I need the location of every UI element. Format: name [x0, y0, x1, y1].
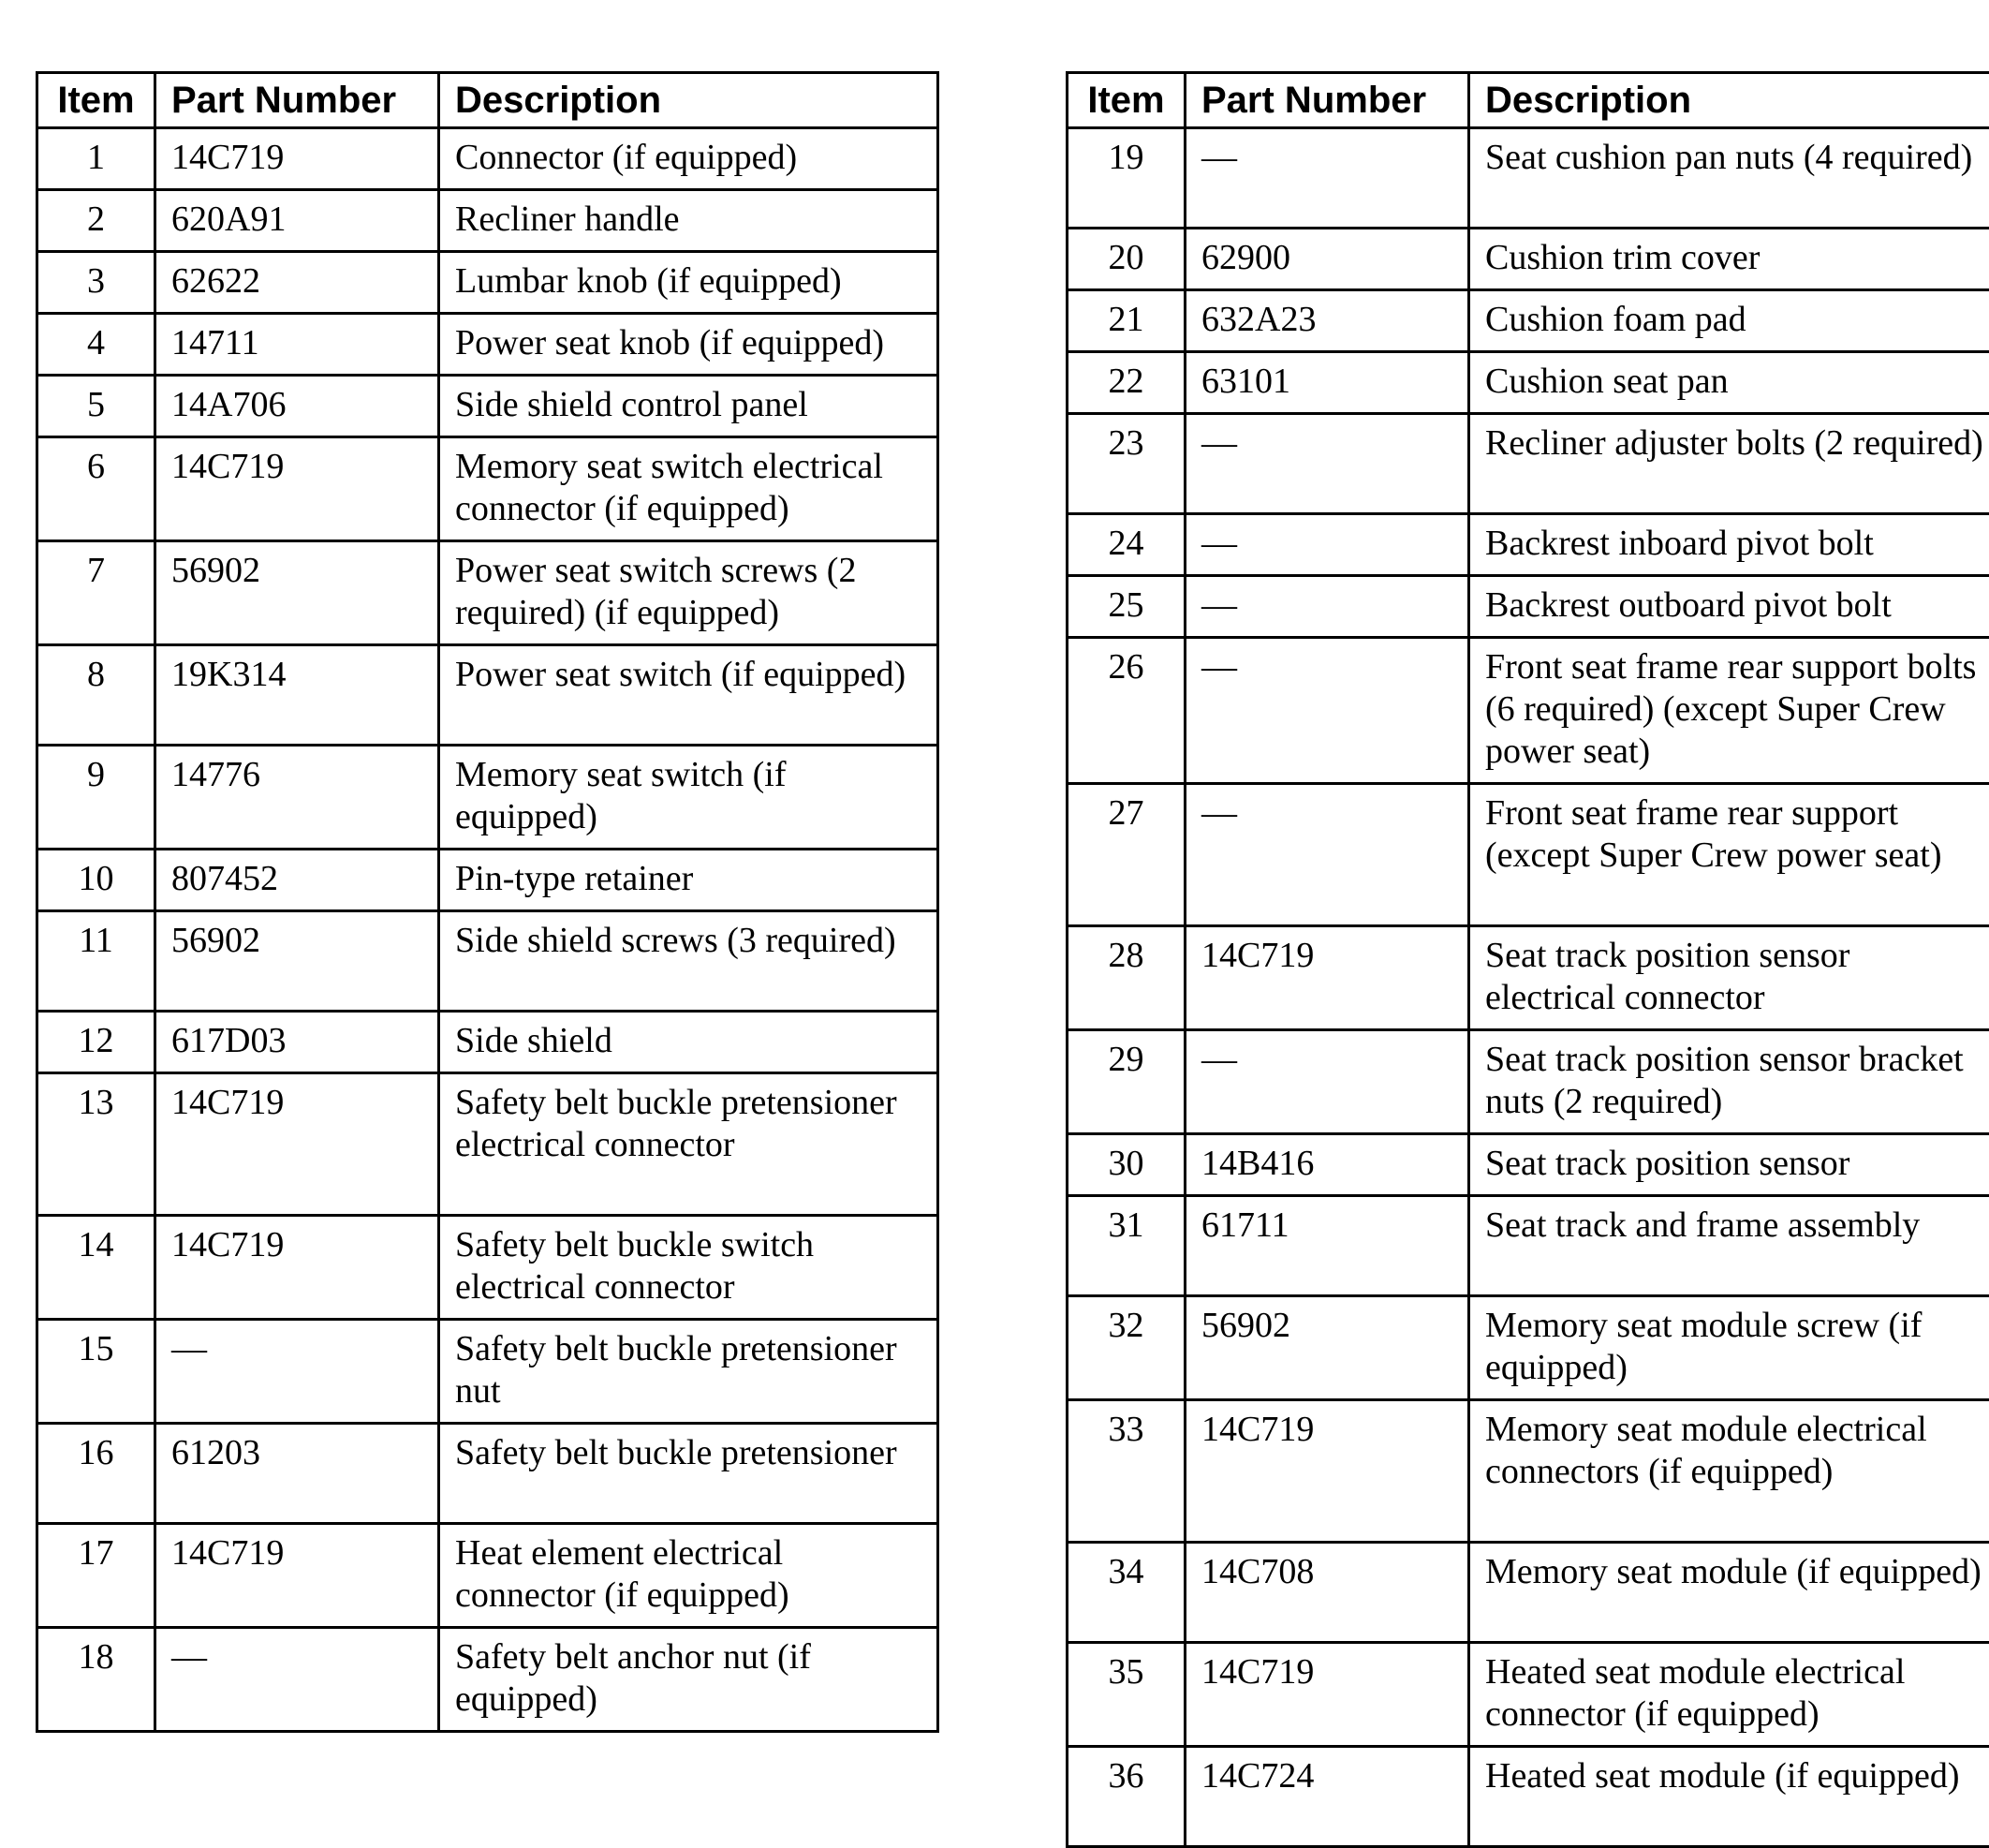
part-number-cell: 19K314: [155, 645, 439, 746]
table-row: [37, 1628, 938, 1732]
description-column-header: Description: [439, 73, 938, 128]
part-number-cell: 63101: [1186, 352, 1469, 414]
item-cell: 36: [1068, 1747, 1186, 1847]
description-cell: Seat cushion pan nuts (4 required): [1469, 128, 1989, 229]
item-cell: 19: [1068, 128, 1186, 229]
description-cell: Memory seat module (if equipped): [1469, 1543, 1989, 1643]
part-number-cell: 14C719: [155, 1073, 439, 1216]
part-number-cell: —: [1186, 414, 1469, 514]
item-cell: 30: [1068, 1134, 1186, 1196]
item-cell: 31: [1068, 1196, 1186, 1296]
item-cell: 26: [1068, 638, 1186, 784]
table-row: [37, 1073, 938, 1216]
part-number-cell: 14C719: [155, 1524, 439, 1628]
description-cell: Heated seat module (if equipped): [1469, 1747, 1989, 1847]
description-cell: Recliner handle: [439, 190, 938, 252]
table-row: [1068, 352, 1989, 414]
part-number-cell: 14C708: [1186, 1543, 1469, 1643]
part-number-cell: 62622: [155, 252, 439, 314]
item-cell: 13: [37, 1073, 155, 1216]
part-number-cell: 14C724: [1186, 1747, 1469, 1847]
item-cell: 27: [1068, 784, 1186, 926]
item-cell: 17: [37, 1524, 155, 1628]
description-cell: Power seat switch screws (2 required) (if equipped): [439, 541, 938, 645]
description-cell: Safety belt anchor nut (if equipped): [439, 1628, 938, 1732]
part-number-cell: 14C719: [1186, 926, 1469, 1030]
table-row: [1068, 1030, 1989, 1134]
part-number-cell: —: [1186, 638, 1469, 784]
description-cell: Seat track and frame assembly: [1469, 1196, 1989, 1296]
description-cell: Backrest inboard pivot bolt: [1469, 514, 1989, 576]
description-cell: Side shield: [439, 1012, 938, 1073]
table-row: [1068, 1643, 1989, 1747]
description-cell: Memory seat module electrical connectors (if equipped): [1469, 1400, 1989, 1543]
description-cell: Heated seat module electrical connector (if equipped): [1469, 1643, 1989, 1747]
part-number-column-header: Part Number: [155, 73, 439, 128]
description-cell: Seat track position sensor electrical connector: [1469, 926, 1989, 1030]
item-cell: 11: [37, 911, 155, 1012]
part-number-cell: 632A23: [1186, 290, 1469, 352]
item-cell: 16: [37, 1424, 155, 1524]
table-row: [1068, 784, 1989, 926]
table-row: [1068, 1400, 1989, 1543]
part-number-cell: 14C719: [1186, 1643, 1469, 1747]
description-cell: Connector (if equipped): [439, 128, 938, 190]
part-number-cell: 620A91: [155, 190, 439, 252]
part-number-cell: 56902: [1186, 1296, 1469, 1400]
description-cell: Side shield control panel: [439, 376, 938, 437]
table-row: [1068, 1196, 1989, 1296]
item-cell: 25: [1068, 576, 1186, 638]
table-row: [37, 190, 938, 252]
item-cell: 5: [37, 376, 155, 437]
description-cell: Cushion seat pan: [1469, 352, 1989, 414]
table-row: [1068, 576, 1989, 638]
table-row: [37, 252, 938, 314]
table-row: [37, 1012, 938, 1073]
description-cell: Recliner adjuster bolts (2 required): [1469, 414, 1989, 514]
table-row: [1068, 290, 1989, 352]
part-number-cell: 61711: [1186, 1196, 1469, 1296]
description-cell: Backrest outboard pivot bolt: [1469, 576, 1989, 638]
item-cell: 1: [37, 128, 155, 190]
table-row: [37, 1320, 938, 1424]
table-row: [1068, 128, 1989, 229]
item-cell: 2: [37, 190, 155, 252]
part-number-cell: 61203: [155, 1424, 439, 1524]
description-cell: Power seat switch (if equipped): [439, 645, 938, 746]
part-number-cell: 617D03: [155, 1012, 439, 1073]
item-cell: 14: [37, 1216, 155, 1320]
table-row: [37, 541, 938, 645]
description-cell: Safety belt buckle pretensioner nut: [439, 1320, 938, 1424]
description-column-header: Description: [1469, 73, 1989, 128]
description-cell: Heat element electrical connector (if equipped): [439, 1524, 938, 1628]
part-number-cell: —: [1186, 128, 1469, 229]
part-number-cell: 14B416: [1186, 1134, 1469, 1196]
table-row: [37, 1524, 938, 1628]
part-number-cell: —: [155, 1320, 439, 1424]
part-number-cell: —: [1186, 576, 1469, 638]
description-cell: Seat track position sensor bracket nuts (2 required): [1469, 1030, 1989, 1134]
part-number-cell: —: [155, 1628, 439, 1732]
table-body: [37, 128, 938, 1732]
item-cell: 28: [1068, 926, 1186, 1030]
item-cell: 8: [37, 645, 155, 746]
table-row: [1068, 1543, 1989, 1643]
description-cell: Power seat knob (if equipped): [439, 314, 938, 376]
table-body: [1068, 128, 1989, 1847]
item-cell: 35: [1068, 1643, 1186, 1747]
table-row: [1068, 1296, 1989, 1400]
table-row: [37, 376, 938, 437]
description-cell: Cushion trim cover: [1469, 229, 1989, 290]
table-row: [37, 645, 938, 746]
description-cell: Memory seat switch (if equipped): [439, 746, 938, 850]
item-cell: 22: [1068, 352, 1186, 414]
table-row: [37, 746, 938, 850]
item-cell: 21: [1068, 290, 1186, 352]
part-number-cell: 14C719: [1186, 1400, 1469, 1543]
item-column-header: Item: [37, 73, 155, 128]
part-number-column-header: Part Number: [1186, 73, 1469, 128]
part-number-cell: 14C719: [155, 1216, 439, 1320]
part-number-cell: —: [1186, 784, 1469, 926]
item-cell: 15: [37, 1320, 155, 1424]
item-cell: 20: [1068, 229, 1186, 290]
item-cell: 18: [37, 1628, 155, 1732]
part-number-cell: —: [1186, 514, 1469, 576]
item-cell: 32: [1068, 1296, 1186, 1400]
item-column-header: Item: [1068, 73, 1186, 128]
table-row: [1068, 514, 1989, 576]
part-number-cell: 807452: [155, 850, 439, 911]
table-row: [1068, 926, 1989, 1030]
part-number-cell: 62900: [1186, 229, 1469, 290]
item-cell: 7: [37, 541, 155, 645]
item-cell: 6: [37, 437, 155, 541]
description-cell: Safety belt buckle pretensioner electrical connector: [439, 1073, 938, 1216]
part-number-cell: 14A706: [155, 376, 439, 437]
description-cell: Side shield screws (3 required): [439, 911, 938, 1012]
item-cell: 3: [37, 252, 155, 314]
table-row: [37, 1216, 938, 1320]
description-cell: Lumbar knob (if equipped): [439, 252, 938, 314]
table-row: [1068, 638, 1989, 784]
table-row: [37, 850, 938, 911]
item-cell: 33: [1068, 1400, 1186, 1543]
table-row: [37, 314, 938, 376]
table-row: [1068, 1134, 1989, 1196]
description-cell: Front seat frame rear support (except Super Crew power seat): [1469, 784, 1989, 926]
part-number-cell: 14776: [155, 746, 439, 850]
description-cell: Safety belt buckle pretensioner: [439, 1424, 938, 1524]
part-number-cell: —: [1186, 1030, 1469, 1134]
description-cell: Front seat frame rear support bolts (6 required) (except Super Crew power seat): [1469, 638, 1989, 784]
item-cell: 23: [1068, 414, 1186, 514]
table-row: [1068, 414, 1989, 514]
table-row: [37, 128, 938, 190]
description-cell: Safety belt buckle switch electrical connector: [439, 1216, 938, 1320]
table-row: [37, 437, 938, 541]
item-cell: 4: [37, 314, 155, 376]
part-number-cell: 14C719: [155, 437, 439, 541]
item-cell: 12: [37, 1012, 155, 1073]
description-cell: Cushion foam pad: [1469, 290, 1989, 352]
part-number-cell: 56902: [155, 541, 439, 645]
item-cell: 29: [1068, 1030, 1186, 1134]
header-row: [37, 73, 938, 128]
part-number-cell: 14C719: [155, 128, 439, 190]
description-cell: Memory seat switch electrical connector (if equipped): [439, 437, 938, 541]
description-cell: Memory seat module screw (if equipped): [1469, 1296, 1989, 1400]
item-cell: 10: [37, 850, 155, 911]
item-cell: 9: [37, 746, 155, 850]
parts-table-right: [1066, 71, 1989, 1848]
item-cell: 34: [1068, 1543, 1186, 1643]
header-row: [1068, 73, 1989, 128]
description-cell: Seat track position sensor: [1469, 1134, 1989, 1196]
table-row: [1068, 229, 1989, 290]
table-row: [37, 1424, 938, 1524]
table-row: [1068, 1747, 1989, 1847]
part-number-cell: 14711: [155, 314, 439, 376]
parts-table-left: [36, 71, 939, 1733]
part-number-cell: 56902: [155, 911, 439, 1012]
description-cell: Pin-type retainer: [439, 850, 938, 911]
table-row: [37, 911, 938, 1012]
item-cell: 24: [1068, 514, 1186, 576]
